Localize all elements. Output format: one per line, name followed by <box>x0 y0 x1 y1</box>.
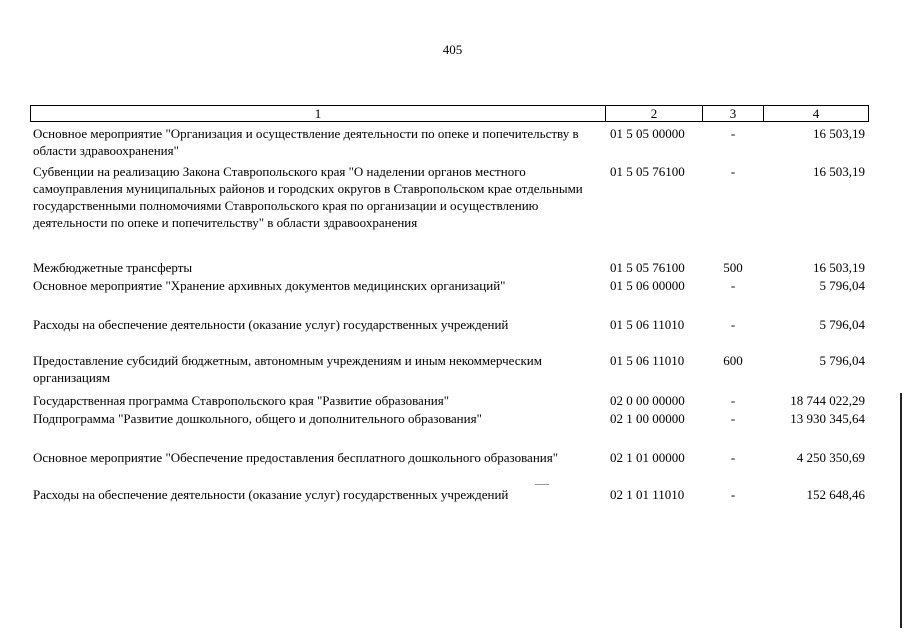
row-code: 01 5 06 00000 <box>610 278 685 293</box>
row-type: - <box>730 164 736 179</box>
row-code: 02 1 01 00000 <box>610 450 685 465</box>
column-header-4: 4 <box>763 105 869 122</box>
row-name: Межбюджетные трансферты <box>33 260 193 275</box>
row-type: - <box>730 278 736 293</box>
page-number: 405 <box>442 42 463 57</box>
row-code: 01 5 06 11010 <box>610 353 685 368</box>
row-type: - <box>730 126 736 141</box>
row-type: - <box>730 317 736 332</box>
row-name: Государственная программа Ставропольского края "Развитие образования" <box>33 393 450 408</box>
row-amount: 18 744 022,29 <box>790 393 865 408</box>
row-type: - <box>730 393 736 408</box>
row-amount: 5 796,04 <box>819 278 865 293</box>
row-amount: 152 648,46 <box>806 487 865 502</box>
row-name: Подпрограмма "Развитие дошкольного, общего и дополнительного образования" <box>33 411 482 426</box>
row-code: 02 1 01 11010 <box>610 487 685 502</box>
scan-speck <box>535 484 549 485</box>
row-type: 500 <box>723 260 743 275</box>
row-name: Предоставление субсидий бюджетным, автономным учреждениям и иным некоммерческим организациям <box>33 353 542 385</box>
row-amount: 16 503,19 <box>813 164 865 179</box>
row-type: 600 <box>723 353 743 368</box>
row-amount: 5 796,04 <box>819 353 865 368</box>
row-amount: 16 503,19 <box>813 126 865 141</box>
row-amount: 4 250 350,69 <box>796 450 865 465</box>
row-code: 01 5 05 76100 <box>610 164 685 179</box>
row-type: - <box>730 411 736 426</box>
row-type: - <box>730 487 736 502</box>
row-code: 01 5 05 76100 <box>610 260 685 275</box>
row-name: Субвенции на реализацию Закона Ставропольского края "О наделении органов местного самоуправления муниципальных районов и городских округов в Ставропольском крае отдельными государственными полномочиями Ставропольского края по организации и осуществлению деятельности по опеке и попечительству" в области здравоохранения <box>33 164 583 230</box>
row-code: 01 5 05 00000 <box>610 126 685 141</box>
row-code: 02 1 00 00000 <box>610 411 685 426</box>
row-code: 01 5 06 11010 <box>610 317 685 332</box>
row-amount: 16 503,19 <box>813 260 865 275</box>
scan-edge-line <box>900 393 902 628</box>
row-name: Расходы на обеспечение деятельности (оказание услуг) государственных учреждений <box>33 487 509 502</box>
column-header-1: 1 <box>30 105 606 122</box>
column-header-3: 3 <box>702 105 764 122</box>
row-name: Основное мероприятие "Хранение архивных документов медицинских организаций" <box>33 278 506 293</box>
row-amount: 5 796,04 <box>819 317 865 332</box>
column-header-2: 2 <box>605 105 703 122</box>
row-name: Расходы на обеспечение деятельности (оказание услуг) государственных учреждений <box>33 317 509 332</box>
row-code: 02 0 00 00000 <box>610 393 685 408</box>
row-name: Основное мероприятие "Организация и осуществление деятельности по опеке и попечительству в области здравоохранения" <box>33 126 579 158</box>
row-name: Основное мероприятие "Обеспечение предоставления бесплатного дошкольного образования" <box>33 450 559 465</box>
row-amount: 13 930 345,64 <box>790 411 865 426</box>
row-type: - <box>730 450 736 465</box>
